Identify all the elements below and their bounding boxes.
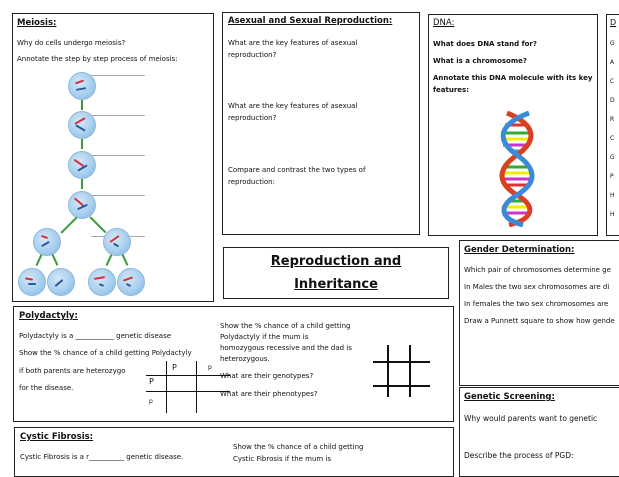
reproduction-question-2-line1: What are the key features of asexual xyxy=(228,102,358,110)
meiosis-title: Meiosis: xyxy=(17,18,57,28)
gender-question-males: In Males the two sex chromosomes are di xyxy=(464,283,610,291)
gender-determination-section xyxy=(459,240,619,386)
cutoff-line: A xyxy=(610,59,615,66)
main-title-line2: Inheritance xyxy=(294,277,378,292)
reproduction-question-1-line1: What are the key features of asexual xyxy=(228,39,358,47)
gender-question-pair: Which pair of chromosomes determine ge xyxy=(464,266,611,274)
main-title-box xyxy=(223,247,449,299)
cutoff-title: D xyxy=(610,18,617,27)
punnett-col-1: P xyxy=(172,363,177,372)
cutoff-line: R xyxy=(610,116,615,123)
polydactyly-r3: homozygous recessive and the dad is xyxy=(220,344,352,352)
polydactyly-r2: Polydactyly if the mum is xyxy=(220,333,309,341)
reproduction-section xyxy=(222,12,420,235)
cutoff-line: G xyxy=(610,40,615,47)
cutoff-line: H xyxy=(610,192,615,199)
cutoff-line: G xyxy=(610,154,615,161)
main-title-line1: Reproduction and xyxy=(270,254,402,269)
meiosis-diagram xyxy=(13,14,214,302)
polydactyly-question-chance: Show the % chance of a child getting Polydactyly xyxy=(19,349,192,357)
cutoff-line: C xyxy=(610,135,615,142)
polydactyly-question-blank: Polydactyly is a ___________ genetic disease xyxy=(19,332,172,340)
reproduction-question-1-line2: reproduction? xyxy=(228,51,277,59)
polydactyly-genotypes: What are their genotypes? xyxy=(220,372,314,380)
polydactyly-r4: heterozygous. xyxy=(220,355,270,363)
cutoff-line: P xyxy=(610,173,614,180)
polydactyly-section xyxy=(13,306,454,422)
punnett-row-2: p xyxy=(149,398,153,405)
cutoff-line: D xyxy=(610,97,615,104)
dna-question-annotate-line2: features: xyxy=(433,86,470,94)
cystic-title: Cystic Fibrosis: xyxy=(20,432,94,442)
screening-question-pgd: Describe the process of PGD: xyxy=(464,451,574,460)
screening-title: Genetic Screening: xyxy=(464,392,555,402)
cystic-r2: Cystic Fibrosis if the mum is xyxy=(233,455,332,463)
cutoff-line: H xyxy=(610,211,615,218)
punnett-square-empty xyxy=(373,345,430,397)
dna-question-annotate-line1: Annotate this DNA molecule with its key xyxy=(433,74,593,82)
reproduction-question-3-line2: reproduction: xyxy=(228,178,275,186)
meiosis-section xyxy=(12,13,214,302)
cystic-fibrosis-section xyxy=(14,427,454,477)
meiosis-question-annotate: Annotate the step by step process of meiosis: xyxy=(17,55,178,63)
dna-question-chromosome: What is a chromosome? xyxy=(433,57,527,65)
gender-question-females: In females the two sex chromosomes are xyxy=(464,300,609,308)
dna-question-stand-for: What does DNA stand for? xyxy=(433,40,537,48)
reproduction-question-3-line1: Compare and contrast the two types of xyxy=(228,166,366,174)
gender-title: Gender Determination: xyxy=(464,245,575,255)
gender-question-punnett: Draw a Punnett square to show how gende xyxy=(464,317,615,325)
screening-question-why: Why would parents want to genetic xyxy=(464,414,598,423)
cutoff-section xyxy=(606,14,619,236)
dna-section xyxy=(428,14,598,236)
polydactyly-question-disease: for the disease. xyxy=(19,384,74,392)
dna-title: DNA: xyxy=(433,18,455,28)
cystic-r1: Show the % chance of a child getting xyxy=(233,443,364,451)
cutoff-line: C xyxy=(610,78,615,85)
punnett-col-2: p xyxy=(208,364,212,371)
polydactyly-title: Polydactyly: xyxy=(19,311,78,321)
polydactyly-phenotypes: What are their phenotypes? xyxy=(220,390,318,398)
punnett-square-heterozygous xyxy=(146,361,230,413)
dna-helix-image xyxy=(493,111,541,227)
cystic-question-blank: Cystic Fibrosis is a r__________ genetic disease. xyxy=(20,453,184,461)
reproduction-question-2-line2: reproduction? xyxy=(228,114,277,122)
polydactyly-question-heterozygous: if both parents are heterozygo xyxy=(19,367,126,375)
meiosis-question-why: Why do cells undergo meiosis? xyxy=(17,39,126,47)
punnett-row-1: P xyxy=(149,377,154,386)
reproduction-title: Asexual and Sexual Reproduction: xyxy=(228,16,393,26)
polydactyly-r1: Show the % chance of a child getting xyxy=(220,322,351,330)
